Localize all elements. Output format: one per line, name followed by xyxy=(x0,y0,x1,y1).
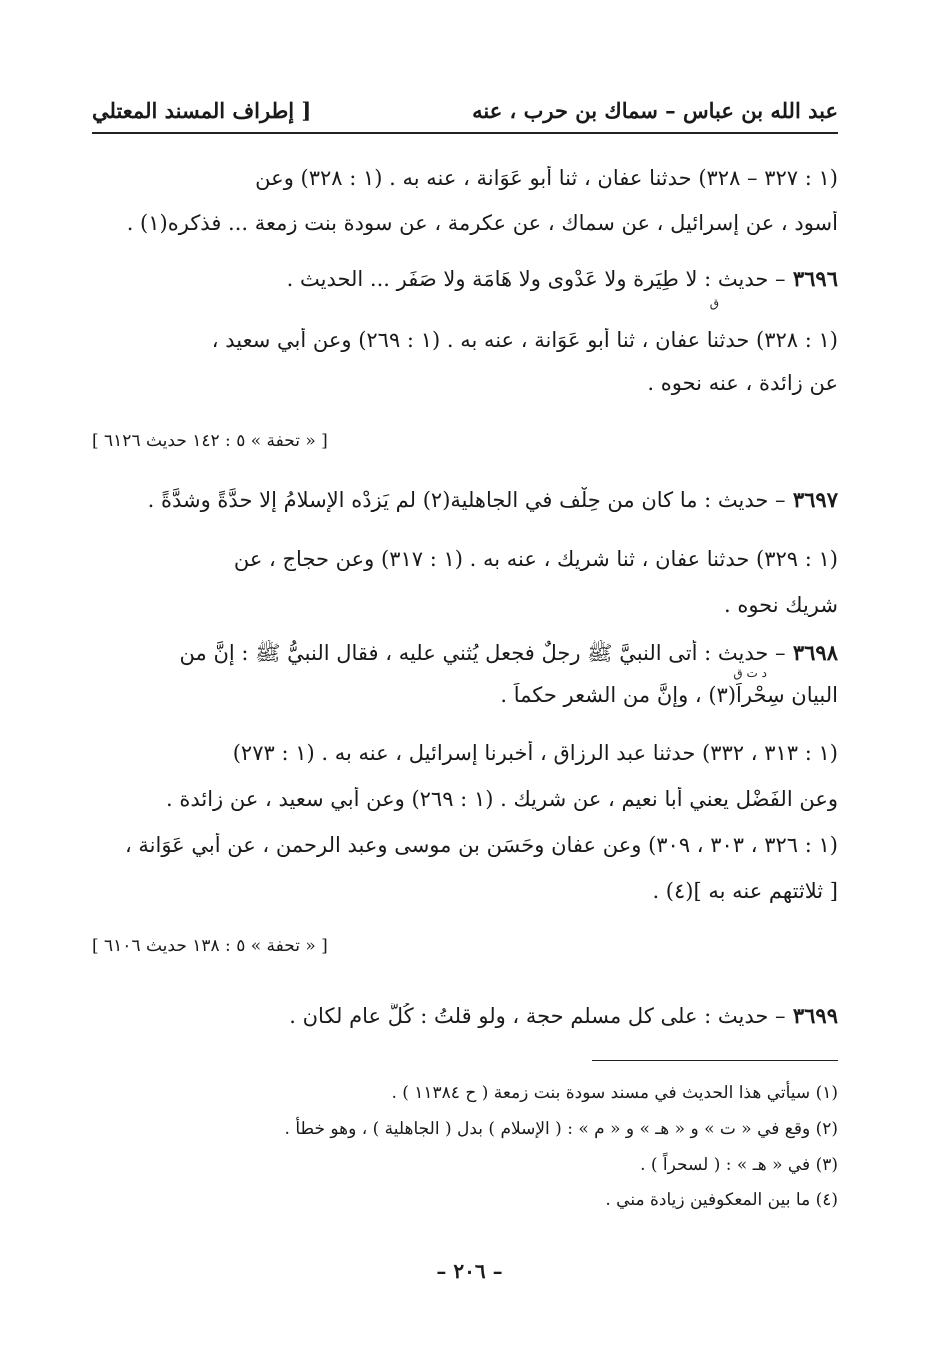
text-line: أسود ، عن إسرائيل ، عن سماك ، عن عكرمة ، عن سودة بنت زمعة ... فذكره(١) . xyxy=(126,211,838,235)
hadith-number: ٣٦٩٧ xyxy=(792,487,838,512)
hadith-text: – حديث : على كل مسلم حجة ، ولو قلتُ : كُلَّ عام لكان . xyxy=(289,1004,786,1028)
hadith-text: – حديث : ما كان من حِلْف في الجاهلية(٢) لم يَزِدْه الإسلامُ إلا حدَّةً وشدَّةً . xyxy=(147,488,786,512)
footnote-3: (٣) في « هـ » : ( لسحراً ) . xyxy=(640,1155,838,1175)
footnote-rule xyxy=(592,1060,838,1061)
text-line: عن زائدة ، عنه نحوه . xyxy=(647,371,838,395)
hadith-number: ٣٦٩٨ xyxy=(792,640,838,665)
hadith-3699 xyxy=(92,1003,838,1028)
text-line: (١ : ٣٢٩) حدثنا عفان ، ثنا شريك ، عنه به . (١ : ٣١٧) وعن حجاج ، عن xyxy=(233,547,838,571)
tuhfa-reference: [ « تحفة » ٥ : ١٣٨ حديث ٦١٠٦ ] xyxy=(92,936,328,956)
hadith-3696 xyxy=(92,266,838,291)
text-line: (١ : ٣٢٧ – ٣٢٨) حدثنا عفان ، ثنا أبو عَوَانة ، عنه به . (١ : ٣٢٨) وعن xyxy=(255,166,838,190)
hadith-number: ٣٦٩٩ xyxy=(792,1003,838,1028)
footnote-4: (٤) ما بين المعكوفين زيادة مني . xyxy=(605,1190,838,1210)
footnote-1: (١) سيأتي هذا الحديث في مسند سودة بنت زمعة ( ح ١١٣٨٤ ) . xyxy=(391,1083,838,1103)
hadith-3697 xyxy=(92,487,838,512)
footnote-2: (٢) وقع في « ت » و « هـ » و « م » : ( الإسلام ) بدل ( الجاهلية ) ، وهو خطأ . xyxy=(284,1119,838,1139)
text-line: (١ : ٣٢٦ ، ٣٠٣ ، ٣٠٩) وعن عفان وحَسَن بن موسى وعبد الرحمن ، عن أبي عَوَانة ، xyxy=(124,833,838,857)
source-sigla: د ت ق xyxy=(733,666,767,680)
running-header xyxy=(92,98,838,132)
header-rule xyxy=(92,132,838,134)
source-sigla: ق xyxy=(709,296,719,310)
hadith-text: – حديث : أتى النبيَّ ﷺ رجلٌ فجعل يُثني عليه ، فقال النبيُّ ﷺ : إنَّ من xyxy=(179,641,786,665)
hadith-3698 xyxy=(92,640,838,671)
text-line: (١ : ٣١٣ ، ٣٣٢) حدثنا عبد الرزاق ، أخبرنا إسرائيل ، عنه به . (١ : ٢٧٣) xyxy=(232,741,838,765)
header-book-title: [ إطراف المسند المعتلي xyxy=(92,98,312,123)
text-line: [ ثلاثتهم عنه به ](٤) . xyxy=(652,879,838,903)
text-line: (١ : ٣٢٨) حدثنا عفان ، ثنا أبو عَوَانة ، عنه به . (١ : ٢٦٩) وعن أبي سعيد ، xyxy=(211,328,838,352)
text-line: شريك نحوه . xyxy=(723,593,838,617)
hadith-text: – حديث : لا طِيَرة ولا عَدْوى ولا هَامَة ولا صَفَر ... الحديث . xyxy=(286,267,786,291)
hadith-number: ٣٦٩٦ xyxy=(792,266,838,291)
text-line: البيان سِحْراً(٣) ، وإنَّ من الشعر حكماً . xyxy=(500,683,838,707)
text-line: وعن الفَضْل يعني أبا نعيم ، عن شريك . (١ : ٢٦٩) وعن أبي سعيد ، عن زائدة . xyxy=(165,787,838,811)
header-chapter-title: عبد الله بن عباس – سماك بن حرب ، عنه xyxy=(472,98,838,123)
page-number: – ٢٠٦ – xyxy=(436,1259,503,1283)
tuhfa-reference: [ « تحفة » ٥ : ١٤٢ حديث ٦١٢٦ ] xyxy=(92,431,328,451)
